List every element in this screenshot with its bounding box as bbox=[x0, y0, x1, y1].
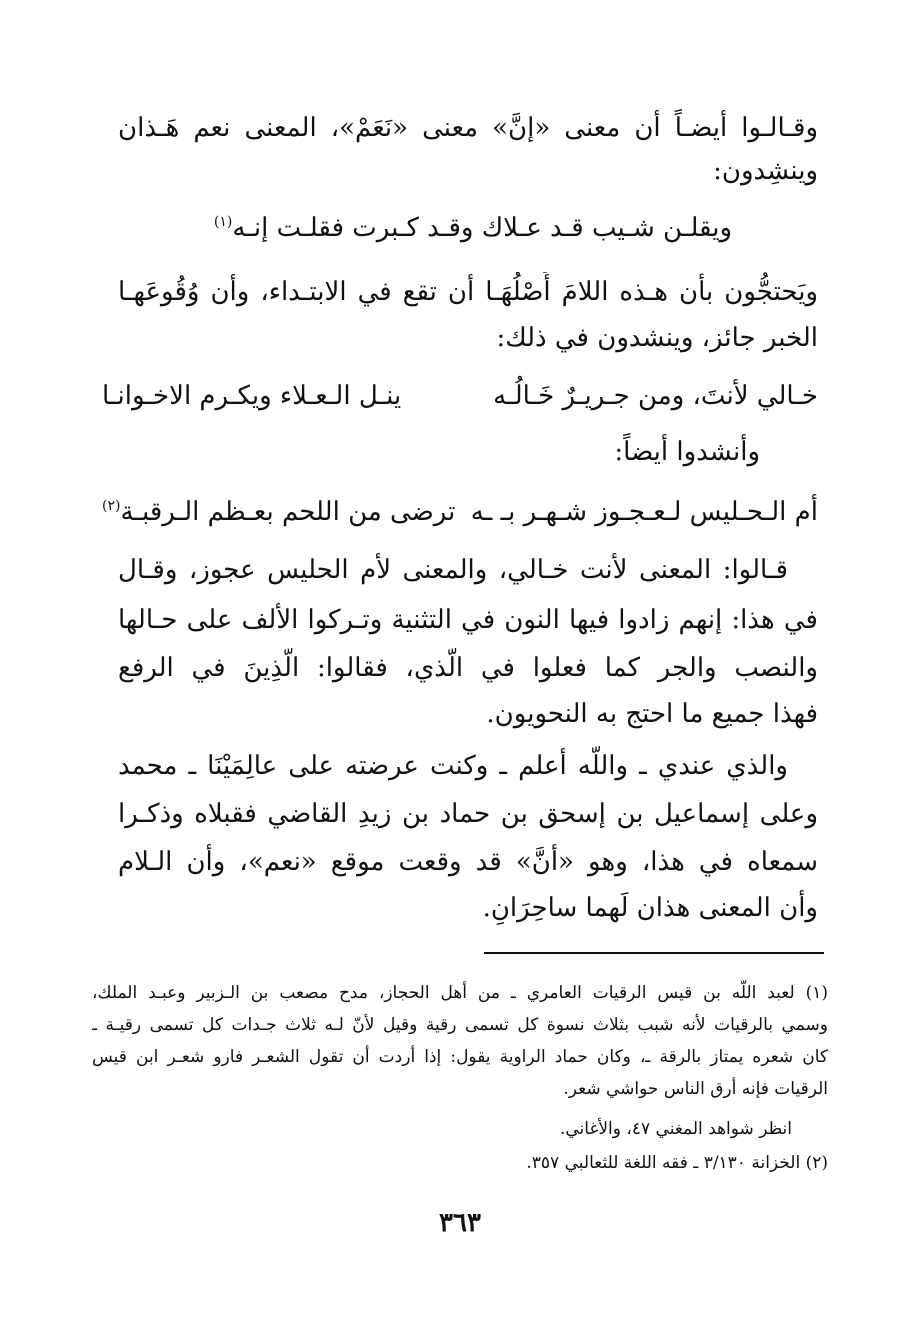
paragraph-5-line-2: وعلى إسماعيل بن إسحق بن حماد بن زيدِ القاضي فقبلاه وذكـرا bbox=[118, 799, 818, 829]
paragraph-5-line-3: سمعاه في هذا، وهو «أنَّ» قد وقعت موقع «نعم»، وأن الـلام bbox=[118, 847, 818, 877]
paragraph-4-line-2: في هذا: إنهم زادوا فيها النون في التثنية وتـركوا الألف على حـالها bbox=[118, 605, 818, 635]
page-number: ٣٦٣ bbox=[439, 1208, 481, 1238]
verse-2-second-hemistich: ينـل الـعـلاء ويكـرم الاخـوانـا bbox=[102, 381, 402, 411]
paragraph-2-line-2: الخبر جائز، وينشدون في ذلك: bbox=[496, 323, 818, 353]
paragraph-2-line-1: ويَحتجُّون بأن هـذه اللامَ أَصْلُهَـا أن تقع في الابتـداء، وأن وُقُوعَهـا bbox=[118, 277, 818, 307]
verse-3-first-hemistich: أم الـحـليس لـعـجـوز شـهـر بـ ـه bbox=[470, 497, 818, 527]
verse-1 bbox=[214, 208, 732, 248]
paragraph-3: وأنشدوا أيضاً: bbox=[614, 437, 760, 467]
verse-1-text: ويقلـن شـيب قـد عـلاك وقـد كـبرت فقلـت إنـه bbox=[232, 213, 732, 243]
verse-3 bbox=[102, 492, 818, 532]
footnote-1-line-1: (١) لعبد اللّه بن قيس الرقيات العامري ـ من أهل الحجاز، مدح مصعب بن الـزبير وعبـد الملك، bbox=[92, 983, 828, 1003]
paragraph-4-line-3: والنصب والجر كما فعلوا في الّذي، فقالوا: الّذِينَ في الرفع bbox=[118, 653, 818, 683]
footnote-1-line-3: كان شعره يمتاز بالرقة ـ، وكان حماد الراوية يقول: إذا أردت أن تقول الشعـر فارو شعـر ابن قيس bbox=[92, 1047, 828, 1067]
paragraph-5-line-1: والذي عندي ـ واللّه أعلم ـ وكنت عرضته على عالِمَيْنَا ـ محمد bbox=[118, 751, 788, 781]
verse-2-first-hemistich: خـالي لأنتَ، ومن جـريـرٌ خَـالُـه bbox=[493, 381, 818, 411]
footnote-separator bbox=[484, 952, 824, 954]
paragraph-1-line-2: وينشِدون: bbox=[713, 156, 818, 186]
footnote-1-line-2: وسمي بالرقيات لأنه شبب بثلاث نسوة كل تسمى رقية وقيل لأنّ لـه ثلاث جـدات كل تسمى رقيـة ـ bbox=[92, 1015, 828, 1035]
verse-2 bbox=[102, 376, 818, 416]
footnote-2: (٢) الخزانة ٣/١٣٠ ـ فقه اللغة للثعالبي ٣٥٧. bbox=[526, 1153, 828, 1173]
footnote-ref-2: (٢) bbox=[102, 498, 121, 514]
paragraph-4-line-4: فهذا جميع ما احتج به النحويون. bbox=[486, 699, 818, 729]
footnote-1-line-4: الرقيات فإنه أرق الناس حواشي شعر. bbox=[563, 1079, 828, 1099]
verse-3-second-text: ترضى من اللحم بعـظم الـرقبـة bbox=[120, 497, 456, 527]
footnote-ref-1: (١) bbox=[213, 214, 233, 230]
footnote-1-line-5: انظر شواهد المغني ٤٧، والأغاني. bbox=[559, 1119, 792, 1139]
paragraph-4-line-1: قـالوا: المعنى لأنت خـالي، والمعنى لأم الحليس عجوز، وقـال bbox=[118, 555, 788, 585]
paragraph-5-line-4: وأن المعنى هذان لَهما ساحِرَانِ. bbox=[482, 893, 818, 923]
verse-3-second-hemistich bbox=[102, 492, 455, 532]
paragraph-1-line-1: وقـالـوا أيضـاً أن معنى «إنَّ» معنى «نَعَمْ»، المعنى نعم هَـذان bbox=[118, 113, 818, 143]
